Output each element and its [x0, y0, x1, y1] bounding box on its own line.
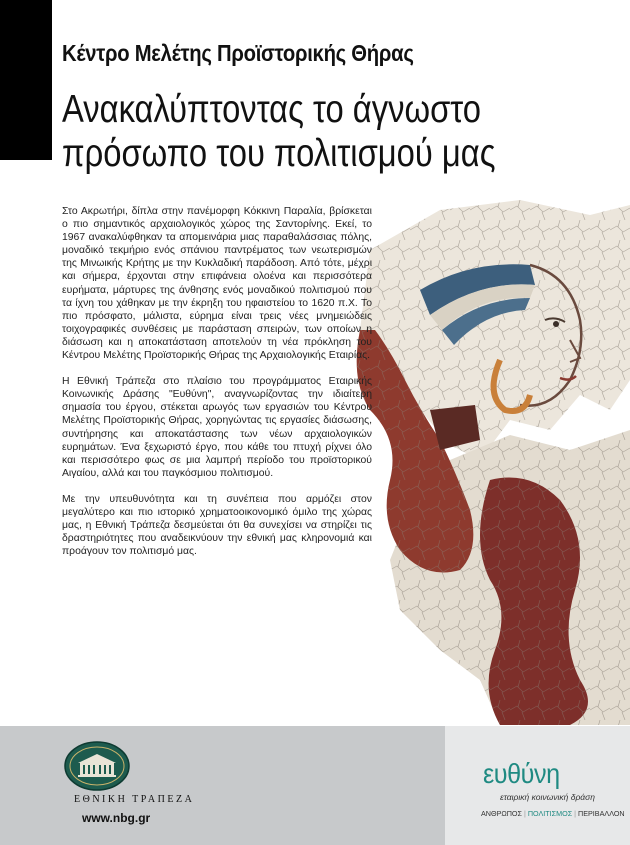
program-subtitle: εταιρική κοινωνική δράση	[500, 792, 596, 802]
headline	[62, 88, 496, 176]
program-tags: ΑΝΘΡΩΠΟΣ | ΠΟΛΙΤΙΣΜΟΣ | ΠΕΡΙΒΑΛΛΟΝ	[481, 809, 625, 818]
fresco-portrait-image	[330, 180, 630, 725]
nbg-building-oval-logo	[64, 741, 130, 791]
bank-url-link[interactable]: www.nbg.gr	[82, 811, 151, 825]
program-name: ευθύνη	[483, 758, 560, 789]
top-left-black-band	[0, 0, 52, 160]
tag-anthropos: ΑΝΘΡΩΠΟΣ	[481, 809, 522, 818]
paragraph-2: Η Εθνική Τράπεζα στο πλαίσιο του προγράμματος Εταιρικής Κοινωνικής Δράσης "Ευθύνη", αναγνωρίζοντας την ιδιαίτερη σημασία του έργου, στέκεται αρωγός των εργασιών του Κέντρου Μελέτης Προϊστορικής Θήρας, χορηγώντας τις εργασίες διάσωσης, συντήρησης και αποκατάστασης των νέων αρχαιολογικών ευρημάτων. Ένα ξεχωριστό έργο, που κάθε του πτυχή ρίχνει όλο και περισσότερο φως σε μια λαμπρή περίοδο του προϊστορικού Αιγαίου, αλλά και του παγκόσμιου πολιτισμού.	[62, 376, 372, 479]
institute-title: Κέντρο Μελέτης Προϊστορικής Θήρας	[62, 40, 414, 66]
paragraph-3: Με την υπευθυνότητα και τη συνέπεια που αρμόζει στον μεγαλύτερο και πιο ιστορικό χρηματοοικονομικό όμιλο της χώρας μας, η Εθνική Τράπεζα δεσμεύεται ότι θα συνεχίσει να στηρίζει τις δραστηριότητες που αναδεικνύουν την εθνική μας κληρονομιά και προάγουν τον πολιτισμό μας.	[62, 493, 372, 558]
paragraph-1: Στο Ακρωτήρι, δίπλα στην πανέμορφη Κόκκινη Παραλία, βρίσκεται ο πιο σημαντικός αρχαιολογικός χώρος της Σαντορίνης. Εκεί, το 1967 ανακαλύφθηκαν τα απομεινάρια μιας παραθαλάσσιας πόλης, μοναδικό τεκμήριο ενός σπάνιου παντρέματος των νεωτερισμών της Μινωικής Κρήτης με την Κυκλαδική παράδοση. Από τότε, μέχρι και σήμερα, έρχονται στην επιφάνεια ολοένα και περισσότερα ευρήματα, μάρτυρες της άνθησης ενός μοναδικού πολιτισμού που τα ίχνη του χάθηκαν με την έκρηξη του ηφαιστείου το 1620 π.Χ. Το πιο πρόσφατο, μάλιστα, εύρημα είναι τρεις νέες μνημειώδεις τοιχογραφικές συνθέσεις με παράσταση σπειρών, των οποίων η διάσωση και η αποκατάσταση αποτελούν τη νέα πρόκληση του Κέντρου Μελέτης Προϊστορικής Θήρας της Αρχαιολογικής Εταιρίας.	[62, 206, 372, 362]
headline-line-1: Ανακαλύπτοντας το άγνωστο	[62, 88, 481, 131]
tag-perivallon: ΠΕΡΙΒΑΛΛΟΝ	[578, 809, 625, 818]
tag-politismos: ΠΟΛΙΤΙΣΜΟΣ	[527, 809, 573, 818]
headline-line-2: πρόσωπο του πολιτισμού μας	[62, 132, 496, 175]
article-body	[62, 205, 372, 571]
bank-name: ΕΘΝΙΚΗ ΤΡΑΠΕΖΑ	[74, 794, 195, 805]
